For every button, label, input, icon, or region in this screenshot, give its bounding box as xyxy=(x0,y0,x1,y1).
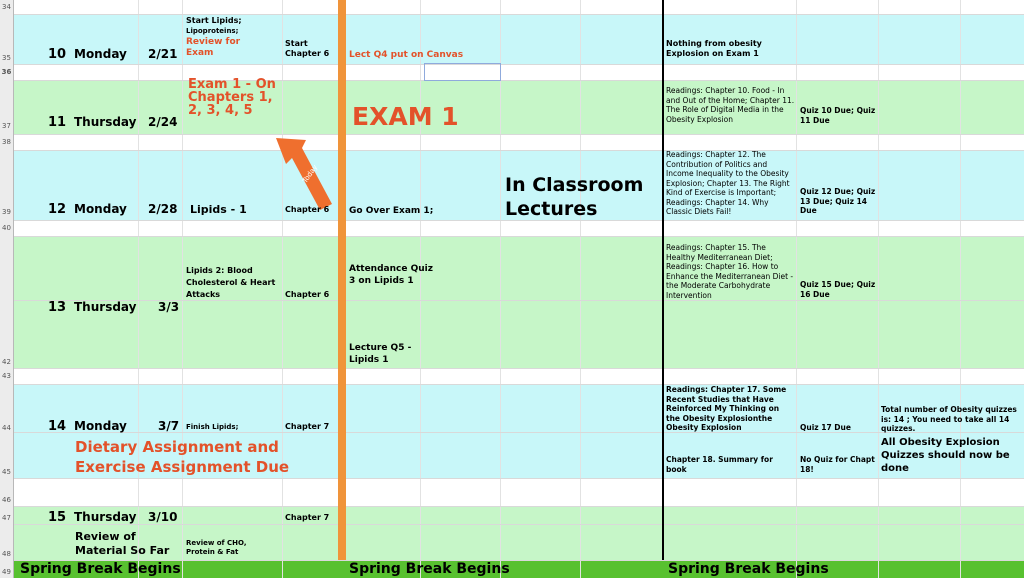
row-header-49[interactable]: 49 xyxy=(0,560,14,578)
class-number: 14 xyxy=(48,419,67,434)
class-date: 3/3 xyxy=(158,300,180,314)
row-header-40[interactable]: 40 xyxy=(0,220,14,236)
class-number: 13 xyxy=(48,300,67,315)
row-header-42[interactable]: 42 xyxy=(0,300,14,368)
exam-title: EXAM 1 xyxy=(352,102,459,131)
class-day: Monday xyxy=(74,47,127,61)
quiz-due: Quiz 10 Due; Quiz 11 Due xyxy=(800,106,876,125)
review-note: Review of Material So Far xyxy=(75,530,170,557)
class-date: 3/10 xyxy=(148,510,178,524)
topic: Finish Lipids; xyxy=(186,423,239,431)
chapter: Chapter 6 xyxy=(285,205,330,214)
lecture-note: Attendance Quiz 3 on Lipids 1 xyxy=(349,264,433,286)
topic-review: Review for Exam xyxy=(186,37,241,58)
class-number: 10 xyxy=(48,47,67,62)
row-header-39[interactable]: 39 xyxy=(0,150,14,220)
class-date: 2/21 xyxy=(148,47,178,61)
row-header-41[interactable] xyxy=(0,236,14,306)
lecture-note: Lect Q4 put on Canvas xyxy=(349,50,464,60)
lecture-note: Go Over Exam 1; xyxy=(349,206,434,216)
classroom-note: In Classroom Lectures xyxy=(505,174,644,220)
class-day: Monday xyxy=(74,419,127,433)
class-day: Monday xyxy=(74,202,127,216)
today-label: Today xyxy=(301,163,320,185)
row-header-44[interactable]: 44 xyxy=(0,384,14,432)
row-header-36[interactable]: 36 xyxy=(0,64,14,80)
row-header-46[interactable]: 46 xyxy=(0,478,14,506)
readings-2: Chapter 18. Summary for book xyxy=(666,455,773,474)
topic: Lipids 2: Blood Cholesterol & Heart Attacks xyxy=(186,266,276,299)
chapter: Chapter 6 xyxy=(285,290,330,299)
chapter: Start Chapter 6 xyxy=(285,39,330,58)
exam-note: Exam 1 - On Chapters 1, 2, 3, 4, 5 xyxy=(188,77,276,118)
readings: Nothing from obesity Explosion on Exam 1 xyxy=(666,39,762,58)
row-header-38[interactable]: 38 xyxy=(0,134,14,150)
quiz-due: Quiz 12 Due; Quiz 13 Due; Quiz 14 Due xyxy=(800,187,876,215)
class-day: Thursday xyxy=(74,510,137,524)
quiz-note-big: All Obesity Explosion Quizzes should now be done xyxy=(881,437,1010,474)
assignment-due: Dietary Assignment and Exercise Assignment Due xyxy=(75,438,290,476)
class-number: 12 xyxy=(48,202,67,217)
row-header-37[interactable]: 37 xyxy=(0,80,14,134)
selected-cell[interactable] xyxy=(424,63,501,81)
readings: Readings: Chapter 17. Some Recent Studies that Have Reinforced My Thinking on the Obesity Explosionthe Obesity Explosion xyxy=(666,385,787,432)
readings: Readings: Chapter 10. Food - In and Out of the Home; Chapter 11. The Role of Digital Media in the Obesity Explosion xyxy=(666,86,795,124)
quiz-due: Quiz 15 Due; Quiz 16 Due xyxy=(800,280,876,299)
row-header-45[interactable]: 45 xyxy=(0,432,14,478)
class-day: Thursday xyxy=(74,300,137,314)
row-header-35[interactable]: 35 xyxy=(0,14,14,64)
readings: Readings: Chapter 15. The Healthy Mediterranean Diet; Readings: Chapter 16. How to Enhance the Mediterranean Diet - the Moderate Carbohydrate Intervention xyxy=(666,243,794,300)
topic: Start Lipids; xyxy=(186,16,242,25)
class-day: Thursday xyxy=(74,115,137,129)
row-header-48[interactable]: 48 xyxy=(0,524,14,560)
topic: Review of CHO, Protein & Fat xyxy=(186,539,247,556)
chapter: Chapter 7 xyxy=(285,422,330,431)
row-header-34[interactable]: 34 xyxy=(0,0,14,14)
row-header-43[interactable]: 43 xyxy=(0,368,14,384)
quiz-note: Total number of Obesity quizzes is: 14 ; You need to take all 14 quizzes. xyxy=(881,405,1017,433)
class-number: 15 xyxy=(48,510,67,525)
class-date: 2/24 xyxy=(148,115,178,129)
chapter: Chapter 7 xyxy=(285,513,330,522)
today-divider xyxy=(338,0,346,560)
quiz-due-2: No Quiz for Chapt 18! xyxy=(800,455,875,474)
spring-break-label: Spring Break Begins xyxy=(20,561,181,577)
class-date: 3/7 xyxy=(158,419,180,433)
class-number: 11 xyxy=(48,115,67,130)
row-header-47[interactable]: 47 xyxy=(0,506,14,524)
quiz-due: Quiz 17 Due xyxy=(800,423,851,432)
class-date: 2/28 xyxy=(148,202,178,216)
spring-break-label-2: Spring Break Begins xyxy=(349,561,510,577)
lecture-note-2: Lecture Q5 - Lipids 1 xyxy=(349,343,412,365)
column-divider xyxy=(662,0,664,560)
topic: Lipids - 1 xyxy=(190,203,247,216)
topic-sub: Lipoproteins; xyxy=(186,27,239,35)
spring-break-label-3: Spring Break Begins xyxy=(668,561,829,577)
readings: Readings: Chapter 12. The Contribution of Politics and Income Inequality to the Obesity Explosion; Chapter 13. The Right Kind of Exercise is Important; Readings: Chapter 14. Why Classic Diets Fail! xyxy=(666,150,790,216)
